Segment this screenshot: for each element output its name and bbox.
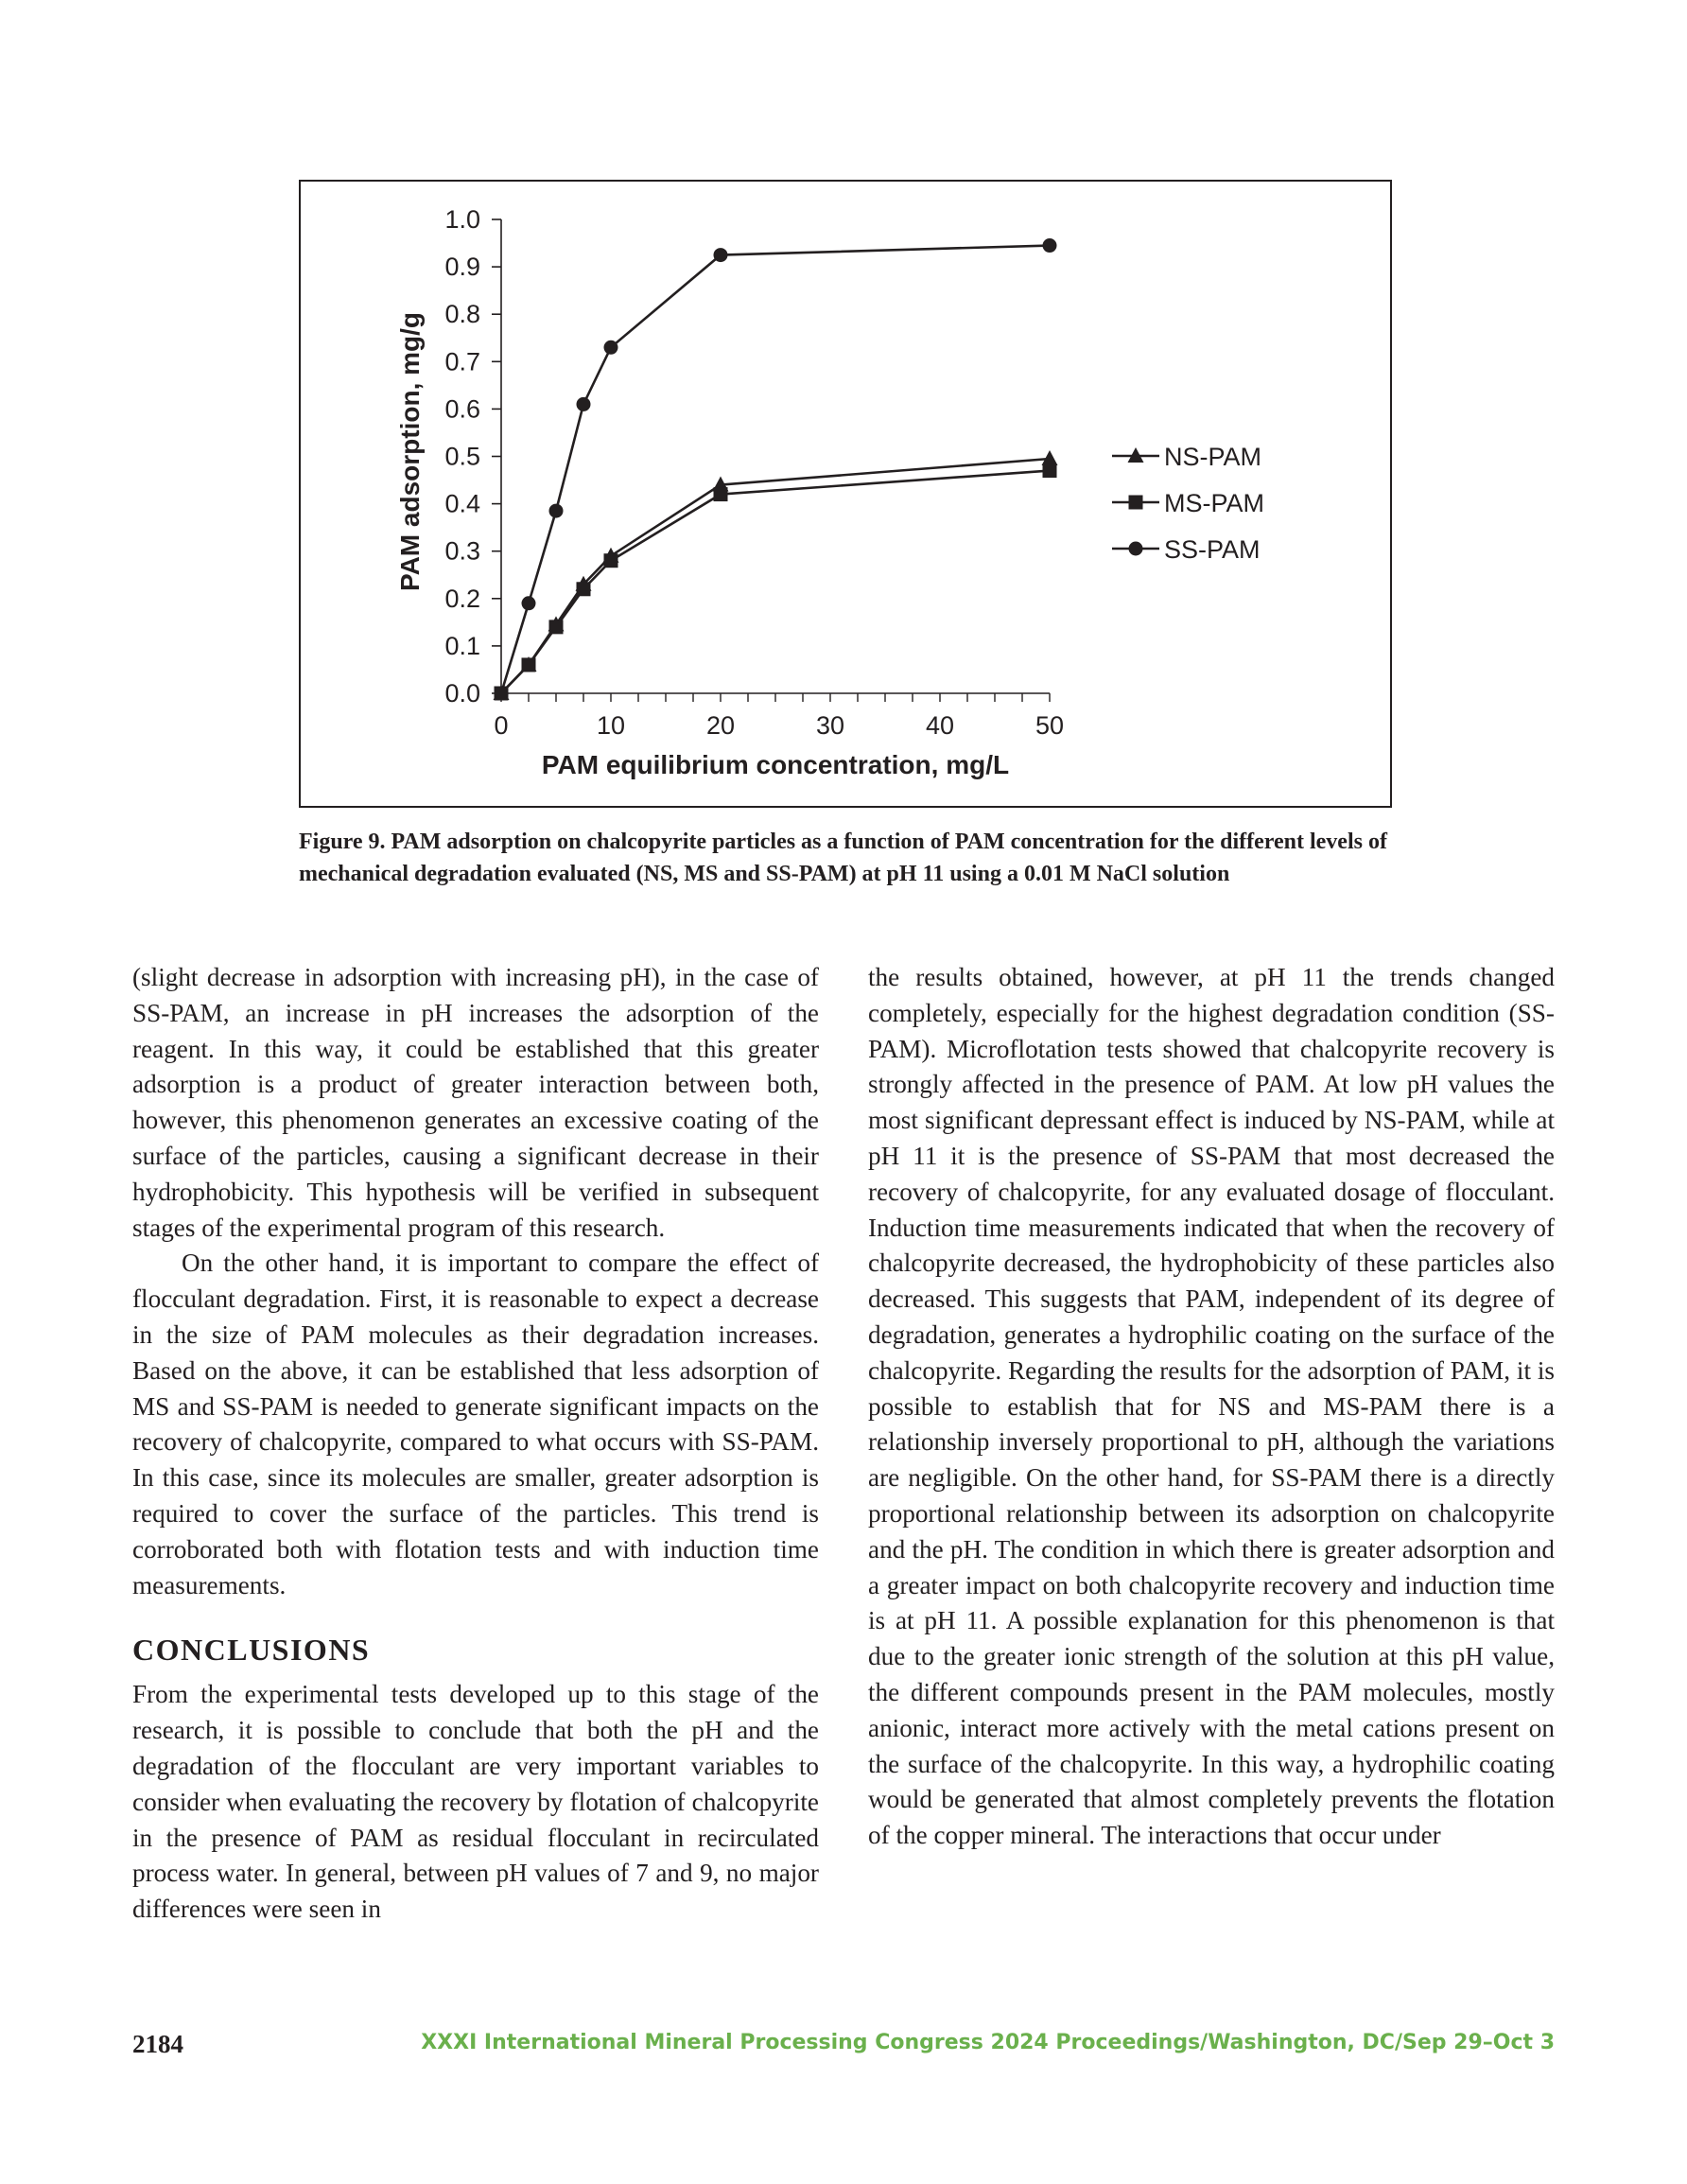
y-tick-label: 0.2 (444, 584, 480, 613)
y-tick-label: 0.0 (444, 679, 480, 708)
left-column (132, 960, 819, 1928)
series-ss-pam (495, 238, 1057, 700)
paragraph: (slight decrease in adsorption with increasing pH), in the case of SS-PAM, an increase in pH increases the adsorption of the reagent. In this way, it could be established that this greater adsorption is a product of greater interaction between both, however, this phenomenon generates an excessive coating of the surface of the particles, causing a significant decrease in their hydrophobicity. This hypothesis will be verified in subsequent stages of the experimental program of this research. (132, 963, 819, 1242)
x-axis-title: PAM equilibrium concentration, mg/L (541, 750, 1010, 779)
figure-caption: Figure 9. PAM adsorption on chalcopyrite particles as a function of PAM concentration for the different levels of mechanical degradation evaluated (NS, MS and SS-PAM) at pH 11 using a 0.01 M NaCl solution (299, 830, 1387, 886)
data-point (1043, 463, 1057, 478)
legend-item-ms-pam (1112, 489, 1264, 517)
paragraph: On the other hand, it is important to compare the effect of flocculant degradation. First, it is reasonable to expect a decrease in the size of PAM molecules as their degradation increases. Based on the above, it can be established that less adsorption of MS and SS-PAM is needed to generate significant impacts on the recovery of chalcopyrite, compared to what occurs with SS-PAM. In this case, since its molecules are smaller, greater adsorption is required to cover the surface of the particles. This trend is corroborated both with flotation tests and with induction time measurements. (132, 1249, 819, 1599)
y-axis-title: PAM adsorption, mg/g (395, 311, 425, 592)
y-tick-label: 0.8 (444, 300, 480, 329)
paragraph: the results obtained, however, at pH 11 the trends changed completely, especially for the highest degradation condition (SS-PAM). Microflotation tests showed that chalcopyrite recovery is strongly affected in the presence of PAM. At low pH values the most significant depressant effect is induced by NS-PAM, while at pH 11 it is the presence of SS-PAM that most decreased the recovery of chalcopyrite, for any evaluated dosage of flocculant. Induction time measurements indicated that when the recovery of chalcopyrite decreased, the hydrophobicity of these particles also decreased. This suggests that PAM, independent of its degree of degradation, generates a hydrophilic coating on the surface of the chalcopyrite. Regarding the results for the adsorption of PAM, it is possible to establish that for NS and MS-PAM there is a relationship inversely proportional to pH, although the variations are negligible. On the other hand, for SS-PAM there is a directly proportional relationship between its adsorption on chalcopyrite and the pH. The condition in which there is greater adsorption and a greater impact on both chalcopyrite recovery and induction time is at pH 11. A possible explanation for this phenomenon is that due to the greater ionic strength of the solution at this pH value, the different compounds present in the PAM molecules, mostly anionic, interact more actively with the metal cations present on the surface of the chalcopyrite. In this way, a hydrophilic coating would be generated that almost completely prevents the flotation of the copper mineral. The interactions that occur under (868, 963, 1555, 1850)
legend-label: MS-PAM (1164, 489, 1264, 517)
data-point (522, 657, 536, 672)
series-layer (494, 238, 1058, 700)
data-point (1042, 450, 1058, 465)
y-tick-label: 0.4 (444, 489, 480, 518)
x-tick-label: 10 (596, 711, 626, 740)
data-point (577, 582, 591, 596)
data-point (714, 248, 728, 262)
section-heading-conclusions: CONCLUSIONS (132, 1633, 371, 1668)
y-tick-label: 0.7 (444, 347, 480, 376)
axes (444, 205, 1064, 740)
legend-item-ss-pam (1112, 535, 1261, 564)
series-line (501, 246, 1050, 693)
data-point (549, 620, 564, 634)
y-tick-label: 0.9 (444, 253, 480, 282)
legend-label: NS-PAM (1164, 443, 1262, 471)
y-tick-label: 0.3 (444, 536, 480, 566)
legend-item-ns-pam (1112, 443, 1261, 471)
x-tick-label: 20 (705, 711, 736, 740)
series-ms-pam (495, 463, 1057, 700)
figure-9-chart (299, 180, 1392, 808)
y-tick-label: 0.5 (444, 442, 480, 471)
right-column (868, 960, 1555, 1854)
data-point (495, 687, 509, 701)
data-point (549, 504, 564, 518)
series-ns-pam (494, 450, 1058, 700)
x-tick-label: 30 (815, 711, 845, 740)
legend (1112, 443, 1264, 564)
y-tick-label: 0.6 (444, 394, 480, 424)
y-tick-label: 1.0 (444, 205, 480, 234)
y-tick-label: 0.1 (444, 631, 480, 660)
legend-marker (1129, 542, 1143, 556)
journal-footer: XXXI International Mineral Processing Congress 2024 Proceedings/Washington, DC/Sep 29–Oct 3 (421, 2031, 1555, 2054)
data-point (714, 487, 728, 501)
x-tick-label: 40 (925, 711, 955, 740)
x-tick-label: 50 (1035, 711, 1065, 740)
data-point (1043, 238, 1057, 253)
page-number: 2184 (132, 2030, 183, 2058)
data-point (604, 553, 618, 568)
chart-svg (301, 182, 1390, 806)
data-point (522, 596, 536, 610)
legend-label: SS-PAM (1164, 535, 1261, 564)
paragraph: From the experimental tests developed up to this stage of the research, it is possible to conclude that both the pH and the degradation of the flocculant are very important variables to consider when evaluating the recovery by flotation of chalcopyrite in the presence of PAM as residual flocculant in recirculated process water. In general, between pH values of 7 and 9, no major differences were seen in (132, 1680, 819, 1924)
x-tick-label: 0 (494, 711, 509, 740)
legend-marker (1129, 496, 1143, 510)
data-point (604, 341, 618, 355)
data-point (577, 397, 591, 411)
